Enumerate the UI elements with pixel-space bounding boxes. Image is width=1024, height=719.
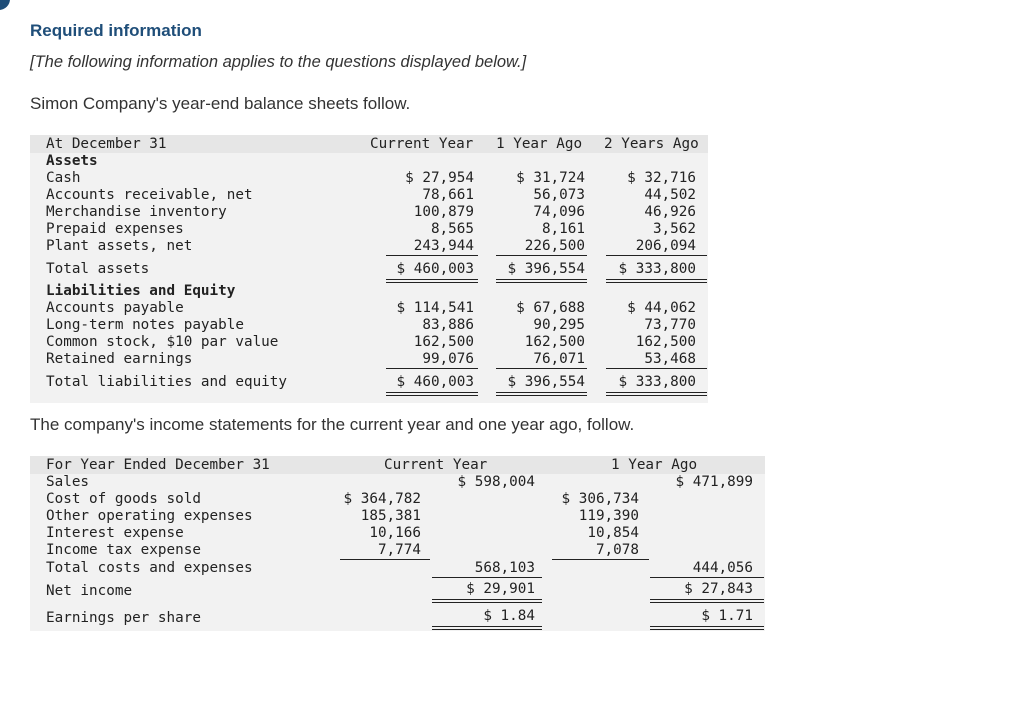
cell: 90,295: [533, 317, 585, 333]
cell: 73,770: [644, 317, 696, 333]
row-label: Other operating expenses: [46, 508, 253, 524]
underline: [386, 368, 478, 369]
cell: 162,500: [524, 334, 585, 350]
cell: 10,166: [369, 525, 421, 541]
row-label: Cash: [46, 170, 81, 186]
underline: [386, 255, 478, 256]
row-label: Net income: [46, 583, 133, 599]
col-label: For Year Ended December 31: [46, 457, 270, 473]
cell: 44,502: [644, 187, 696, 203]
cell: 56,073: [533, 187, 585, 203]
total-assets-cell: $ 460,003: [396, 261, 474, 277]
double-underline: [496, 279, 587, 283]
cell: $ 29,901: [466, 581, 535, 597]
balance-sheet-intro: Simon Company's year-end balance sheets follow.: [30, 94, 411, 113]
cell: 162,500: [635, 334, 696, 350]
double-underline: [650, 626, 764, 630]
row-label: Interest expense: [46, 525, 184, 541]
double-underline: [386, 392, 478, 396]
row-label: Accounts payable: [46, 300, 184, 316]
cell: 46,926: [644, 204, 696, 220]
assets-heading: Assets: [46, 153, 98, 169]
cell: $ 32,716: [627, 170, 696, 186]
row-label: Common stock, $10 par value: [46, 334, 279, 350]
cell: 444,056: [692, 560, 753, 576]
row-label: Cost of goods sold: [46, 491, 201, 507]
cell: 76,071: [533, 351, 585, 367]
col-label: At December 31: [46, 136, 167, 152]
underline: [496, 255, 587, 256]
cell: 7,774: [377, 542, 421, 558]
cell: $ 114,541: [396, 300, 474, 316]
cell: $ 1.71: [701, 608, 753, 624]
cell: 8,565: [430, 221, 474, 237]
cell: $ 364,782: [343, 491, 421, 507]
double-underline: [496, 392, 587, 396]
underline: [606, 368, 707, 369]
cell: $ 306,734: [561, 491, 639, 507]
underline: [432, 577, 542, 578]
cell: 7,078: [595, 542, 639, 558]
cell: 99,076: [422, 351, 474, 367]
income-statement-table: [30, 456, 765, 636]
row-label: Income tax expense: [46, 542, 201, 558]
underline: [552, 559, 649, 560]
row-label: Merchandise inventory: [46, 204, 227, 220]
col-header-1yr: 1 Year Ago: [496, 136, 583, 152]
total-liab-cell: $ 333,800: [618, 374, 696, 390]
total-liabilities-label: Total liabilities and equity: [46, 374, 288, 390]
underline: [606, 255, 707, 256]
cell: 226,500: [524, 238, 585, 254]
page-subtitle: [The following information applies to the questions displayed below.]: [30, 53, 527, 71]
row-label: Retained earnings: [46, 351, 193, 367]
cell: 78,661: [422, 187, 474, 203]
cell: 568,103: [474, 560, 535, 576]
row-label: Earnings per share: [46, 610, 201, 626]
double-underline: [606, 279, 707, 283]
col-header-current: Current Year: [384, 457, 488, 473]
cell: 3,562: [652, 221, 696, 237]
total-liab-cell: $ 396,554: [507, 374, 585, 390]
total-assets-cell: $ 396,554: [507, 261, 585, 277]
cell: 10,854: [587, 525, 639, 541]
cell: $ 1.84: [483, 608, 535, 624]
underline: [650, 577, 764, 578]
double-underline: [386, 279, 478, 283]
cell: $ 598,004: [457, 474, 535, 490]
row-label: Total costs and expenses: [46, 560, 253, 576]
row-label: Sales: [46, 474, 90, 490]
cell: 74,096: [533, 204, 585, 220]
balance-sheet-table: [30, 135, 708, 400]
total-liab-cell: $ 460,003: [396, 374, 474, 390]
cell: 119,390: [578, 508, 639, 524]
col-header-2yr: 2 Years Ago: [604, 136, 699, 152]
cell: $ 27,954: [405, 170, 474, 186]
row-label: Accounts receivable, net: [46, 187, 253, 203]
col-header-current: Current Year: [370, 136, 474, 152]
cell: 243,944: [413, 238, 474, 254]
double-underline: [432, 626, 542, 630]
cell: 206,094: [635, 238, 696, 254]
row-label: Plant assets, net: [46, 238, 193, 254]
total-assets-cell: $ 333,800: [618, 261, 696, 277]
cell: 53,468: [644, 351, 696, 367]
col-header-1yr: 1 Year Ago: [611, 457, 698, 473]
corner-badge: [0, 0, 10, 10]
double-underline: [432, 599, 542, 603]
cell: $ 67,688: [516, 300, 585, 316]
row-label: Prepaid expenses: [46, 221, 184, 237]
liabilities-heading: Liabilities and Equity: [46, 283, 236, 299]
cell: $ 27,843: [684, 581, 753, 597]
page-title: Required information: [30, 21, 202, 40]
double-underline: [650, 599, 764, 603]
cell: 162,500: [413, 334, 474, 350]
underline: [340, 559, 430, 560]
income-statement-intro: The company's income statements for the current year and one year ago, follow.: [30, 415, 635, 434]
underline: [496, 368, 587, 369]
total-assets-label: Total assets: [46, 261, 150, 277]
double-underline: [606, 392, 707, 396]
cell: 100,879: [413, 204, 474, 220]
cell: $ 44,062: [627, 300, 696, 316]
cell: $ 31,724: [516, 170, 585, 186]
cell: 83,886: [422, 317, 474, 333]
row-label: Long-term notes payable: [46, 317, 244, 333]
cell: $ 471,899: [675, 474, 753, 490]
cell: 8,161: [541, 221, 585, 237]
cell: 185,381: [360, 508, 421, 524]
